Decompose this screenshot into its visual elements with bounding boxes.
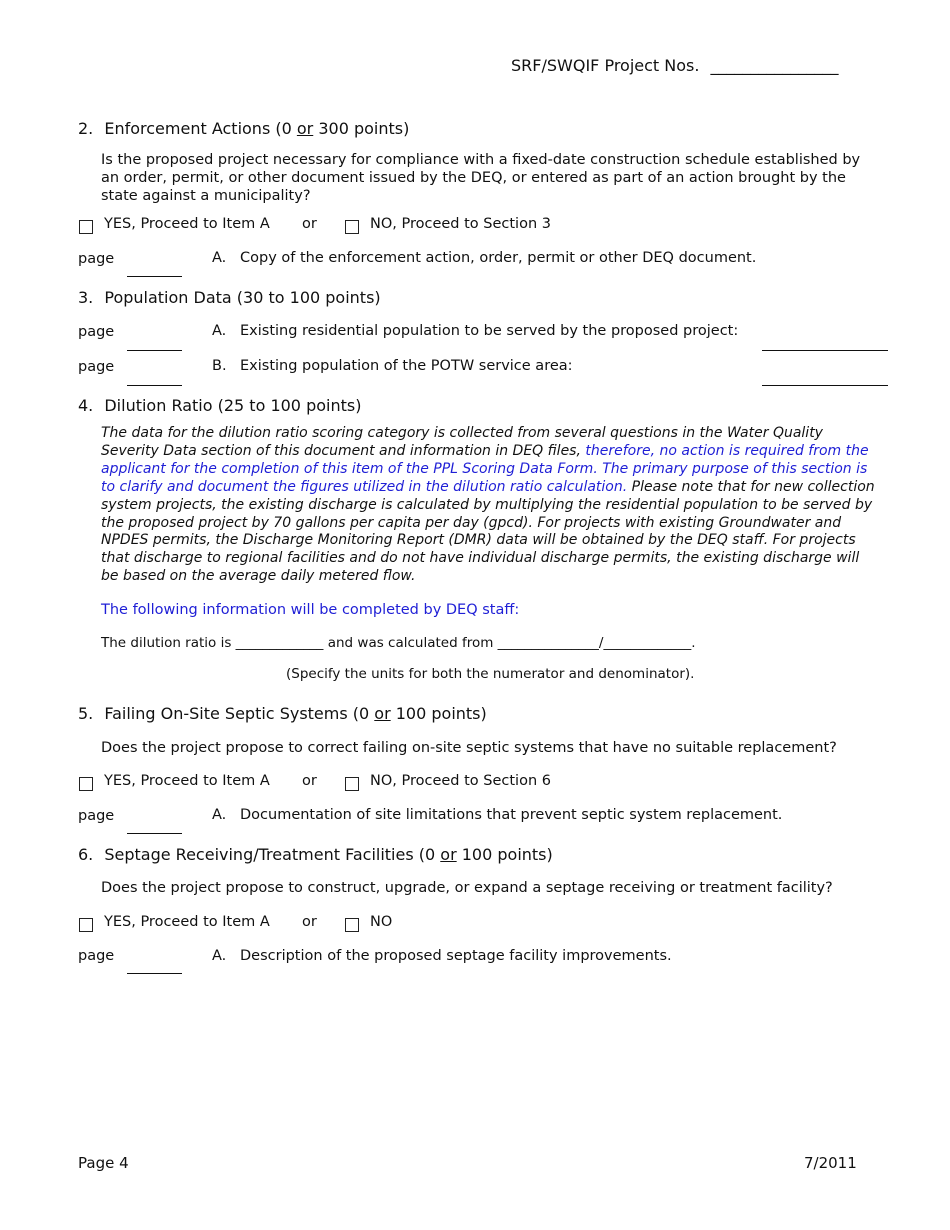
section-3-item-a: Existing residential population to be served by the proposed project:	[240, 323, 739, 339]
section-3-item-b-letter: B.	[212, 358, 227, 374]
dilution-ratio-paragraph	[101, 425, 881, 586]
dilution-ratio-line: The dilution ratio is _____________ and was calculated from _______________/_____________.	[101, 635, 696, 651]
section-3-a-page-blank[interactable]	[127, 350, 182, 351]
footer-date: 7/2011	[804, 1154, 857, 1172]
residential-population-blank[interactable]	[762, 350, 888, 351]
section-6-heading	[78, 845, 553, 864]
section-5-item-a-letter: A.	[212, 807, 227, 823]
project-nos-label: SRF/SWQIF Project Nos.	[511, 56, 700, 75]
section-3-b-page-label: page	[78, 359, 115, 375]
section-2-title-or: or	[296, 119, 314, 138]
units-note: (Specify the units for both the numerator and denominator).	[286, 666, 695, 682]
section-6-yes-checkbox[interactable]	[79, 918, 93, 932]
section-5-title-a: Failing On-Site Septic Systems (0	[104, 704, 375, 723]
section-2-yes-label: YES, Proceed to Item A	[104, 216, 270, 232]
dilution-paragraph-part-1: The data for the dilution ratio scoring category is collected from several questions in the Water Quality Severity Data section of this document and information in DEQ files,	[101, 425, 823, 459]
section-3-b-page-blank[interactable]	[127, 385, 182, 386]
section-5-question: Does the project propose to correct failing on-site septic systems that have no suitable replacement?	[101, 740, 837, 756]
section-4-title: Dilution Ratio (25 to 100 points)	[104, 396, 362, 415]
section-5-item-a: Documentation of site limitations that prevent septic system replacement.	[240, 807, 783, 823]
section-2-title-a: Enforcement Actions (0	[104, 119, 297, 138]
section-2-page-blank[interactable]	[127, 276, 182, 277]
deq-staff-note: The following information will be completed by DEQ staff:	[101, 602, 520, 618]
dilution-paragraph-part-2: Please note that for new collection system projects, the existing discharge is calculated by multiplying the residential population to be served by the proposed project by 70 gallons per capita per day (gpcd). For projects with existing Groundwater and NPDES permits, the Discharge Monitoring Report (DMR) data will be obtained by the DEQ staff. For projects that discharge to regional facilities and do not have individual discharge permits, the existing discharge will be based on the average daily metered flow.	[101, 478, 875, 585]
section-2-or: or	[302, 216, 317, 232]
section-6-title-a: Septage Receiving/Treatment Facilities (0	[104, 845, 441, 864]
section-5-yes-label: YES, Proceed to Item A	[104, 773, 270, 789]
section-2-no-checkbox[interactable]	[345, 220, 359, 234]
section-2-title-b: 300 points)	[313, 119, 410, 138]
section-6-title-b: 100 points)	[456, 845, 553, 864]
section-2-yes-checkbox[interactable]	[79, 220, 93, 234]
footer-page-number: Page 4	[78, 1154, 129, 1172]
section-2-no-label: NO, Proceed to Section 3	[370, 216, 551, 232]
section-6-item-a-letter: A.	[212, 948, 227, 964]
section-2-page-label: page	[78, 251, 115, 267]
section-2-item-a-letter: A.	[212, 250, 227, 266]
section-3-a-page-label: page	[78, 324, 115, 340]
section-3-title: Population Data (30 to 100 points)	[104, 288, 381, 307]
section-5-title-or: or	[374, 704, 391, 723]
section-4-heading	[78, 396, 361, 415]
section-6-no-label: NO	[370, 914, 393, 930]
section-3-item-b: Existing population of the POTW service area:	[240, 358, 573, 374]
section-2-question: Is the proposed project necessary for compliance with a fixed-date construction schedule established by an order, permit, or other document issued by the DEQ, or entered as part of an action brought by the state against a municipality?	[101, 152, 861, 204]
section-2-number: 2.	[78, 119, 94, 138]
potw-population-blank[interactable]	[762, 385, 888, 386]
section-6-question: Does the project propose to construct, upgrade, or expand a septage receiving or treatment facility?	[101, 880, 833, 896]
section-3-number: 3.	[78, 288, 94, 307]
section-5-no-label: NO, Proceed to Section 6	[370, 773, 551, 789]
section-5-page-label: page	[78, 808, 115, 824]
section-3-item-a-letter: A.	[212, 323, 227, 339]
section-5-heading	[78, 704, 487, 723]
section-2-heading	[78, 119, 409, 138]
section-6-item-a: Description of the proposed septage facility improvements.	[240, 948, 672, 964]
section-5-yes-checkbox[interactable]	[79, 777, 93, 791]
section-5-no-checkbox[interactable]	[345, 777, 359, 791]
section-5-page-blank[interactable]	[127, 833, 182, 834]
dilution-paragraph-blue: therefore, no action is required from the applicant for the completion of this item of the PPL Scoring Data Form. The primary purpose of this section is to clarify and document the figures utilized in the dilution ratio calculation.	[101, 442, 869, 495]
section-5-title-b: 100 points)	[390, 704, 487, 723]
section-4-number: 4.	[78, 396, 94, 415]
section-2-item-a: Copy of the enforcement action, order, permit or other DEQ document.	[240, 250, 757, 266]
section-6-or: or	[302, 914, 317, 930]
section-6-number: 6.	[78, 845, 94, 864]
section-3-heading	[78, 288, 381, 307]
section-6-no-checkbox[interactable]	[345, 918, 359, 932]
project-nos-header	[511, 56, 839, 75]
section-5-number: 5.	[78, 704, 94, 723]
section-6-yes-label: YES, Proceed to Item A	[104, 914, 270, 930]
section-5-or: or	[302, 773, 317, 789]
project-nos-blank: ________________	[710, 56, 839, 75]
section-6-page-blank[interactable]	[127, 973, 182, 974]
section-6-title-or: or	[440, 845, 457, 864]
section-6-page-label: page	[78, 948, 115, 964]
